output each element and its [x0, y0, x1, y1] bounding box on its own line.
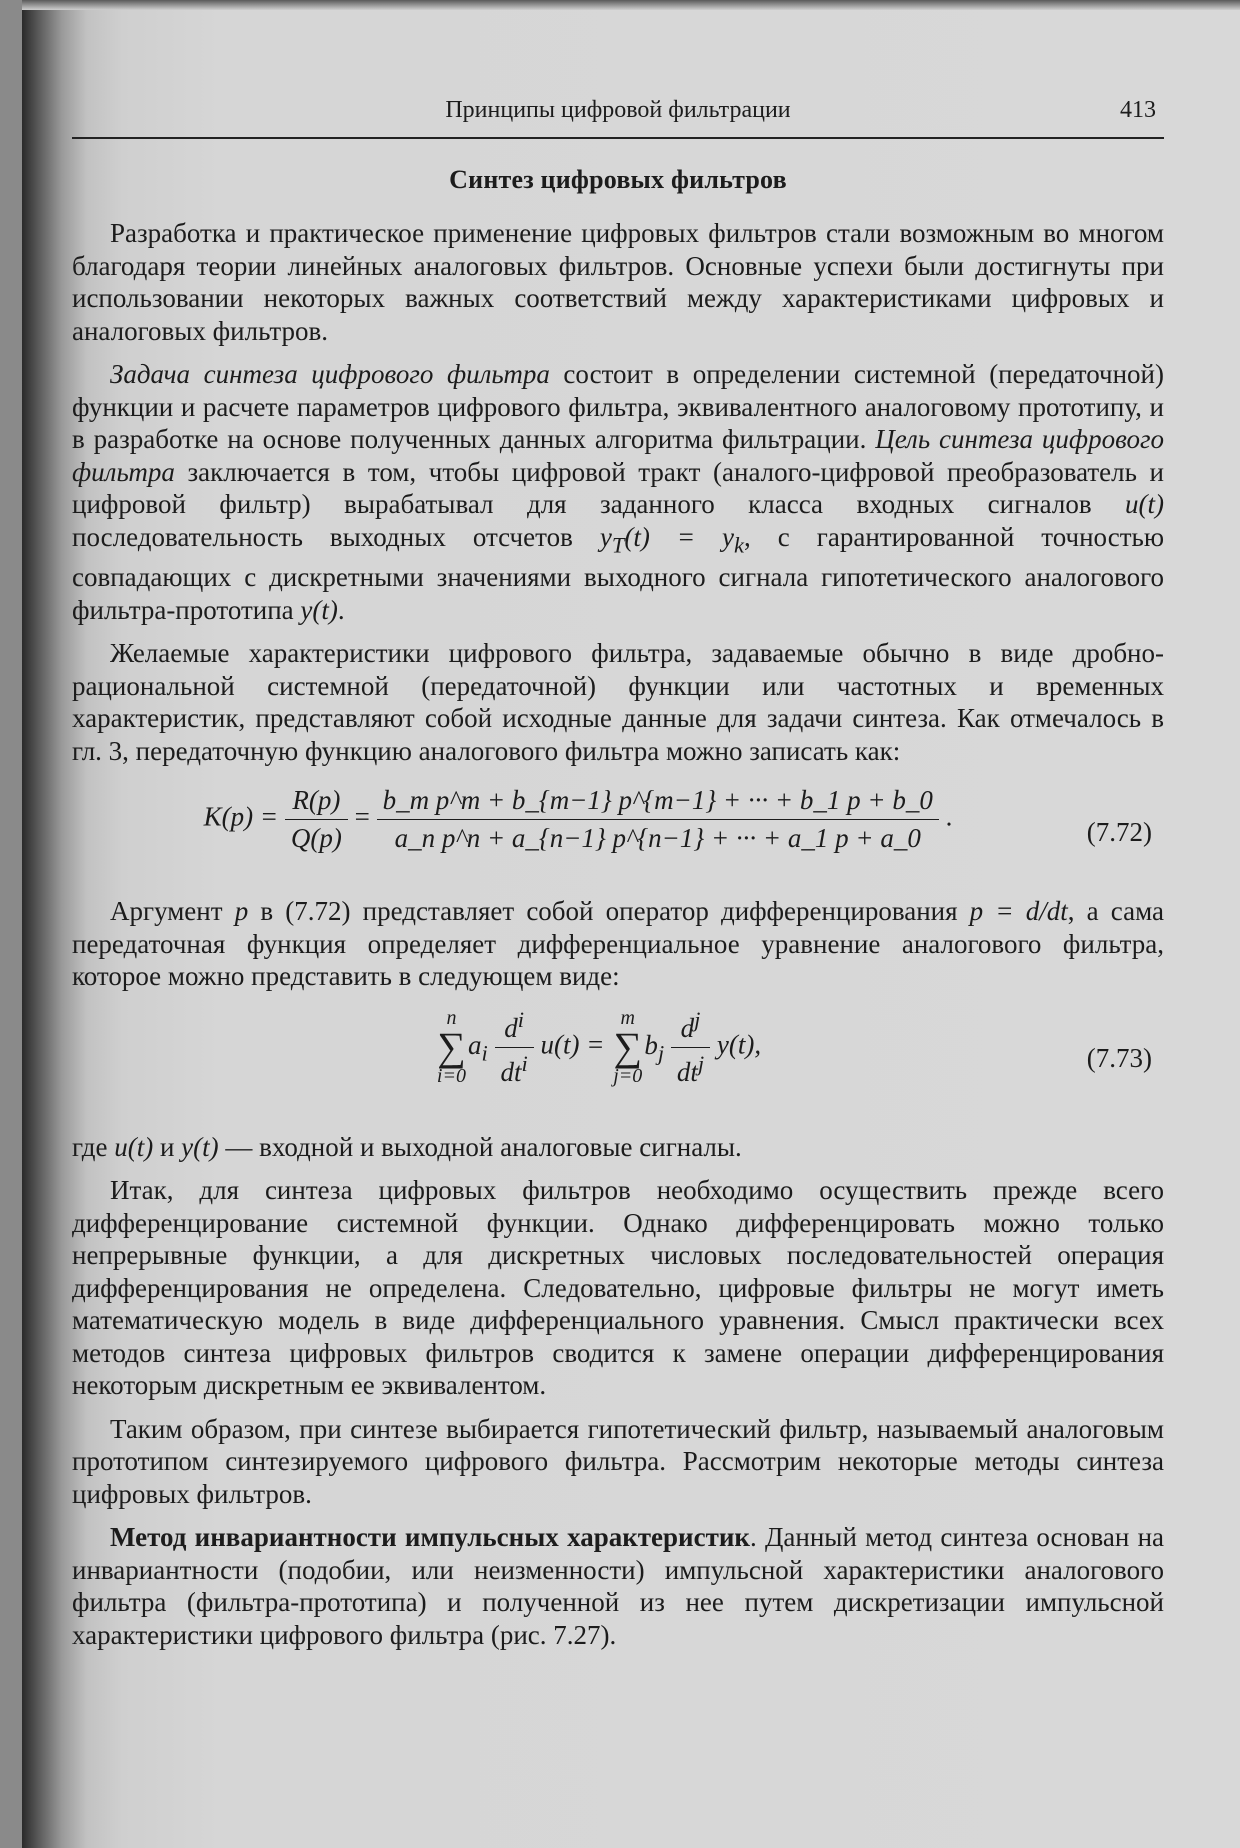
equation-label-7-72: (7.72) [1086, 817, 1152, 848]
page-number: 413 [1120, 97, 1156, 123]
sum-symbol-i: n ∑ i=0 [436, 1007, 466, 1088]
math-ut: u(t) [1125, 489, 1164, 519]
book-page [22, 0, 1240, 1848]
paragraph-argument: Аргумент p в (7.72) представляет собой оператор дифференцирования p = d/dt, а сама передаточная функция определяет дифференциальное уравнение аналогового фильтра, которое можно представить в следующем виде: [72, 896, 1164, 992]
equation-7-73-body: n ∑ i=0 $a_i$ $\frac{d^i}{dt^i}$ u(t) = m ∑ j=0 $b_j$ $\frac{d^j}{dt^j}$ y(t), [436, 1006, 762, 1088]
math-yt: y(t) [300, 594, 338, 625]
method-title: Метод инвариантности импульсных характеристик [110, 1522, 750, 1553]
page-top-shadow [22, 0, 1240, 10]
paragraph-signals: где u(t) и y(t) — входной и выходной аналоговые сигналы. [72, 1131, 742, 1162]
page-content [72, 95, 1164, 1651]
equation-7-72 [72, 781, 1164, 883]
running-head [72, 95, 1164, 139]
paragraph-prototype: Таким образом, при синтезе выбирается гипотетический фильтр, называемый аналоговым прототипом синтезируемого цифрового фильтра. Рассмотрим некоторые методы синтеза цифровых фильтров. [72, 1413, 1164, 1509]
math-yT: $y_T(t) = y_k$ [599, 521, 745, 557]
term-synthesis-task: Задача синтеза цифрового фильтра [110, 359, 550, 389]
paragraph-characteristics: Желаемые характеристики цифрового фильтра, задаваемые обычно в виде дробно-рациональной системной (передаточной) функции или частотных и временных характеристик, представляют собой исходные данные для задачи синтеза. Как отмечалось в гл. 3, передаточную функцию аналогового фильтра можно записать как: [72, 638, 1164, 766]
equation-7-73 [72, 1007, 1164, 1119]
fraction-polynomials: $\frac{\text{b\_m p\textasciicircum{}m + b\_\{m−1\} p\textasciicircum{}\{m−1\} + ··· + b\_1 p + b\_0}}{\text{a\_n p\textasciicircum{}n + a\_\{n−1\} p\textasciicircum{}\{n−1\} + ··· + a\_1 p + a\_0}}$ [377, 785, 939, 854]
term-synthesis-goal: Цель синтеза цифрового фильтра [72, 424, 1164, 487]
equation-7-72-body: K(p) = $\frac{R(p)}{Q(p)}$ = $\frac{\text{b\_m p\textasciicircum{}m + b\_\{m−1\} p\textasciicircum{}\{m−1\} + ··· + b\_1 p + b\_0}}{\text{a\_n p\textasciicircum{}n + a\_\{n−1\} p\textasciicircum{}\{n−1\} + ··· + a\_1 p + a\_0}}$ . [203, 785, 953, 854]
paragraph-task: Задача синтеза цифрового фильтра состоит в определении системной (передаточной) функции и расчете параметров цифрового фильтра, эквивалентного аналоговому прототипу, и в разработке на основе полученных данных алгоритма фильтрации. Цель синтеза цифрового фильтра заключается в том, чтобы цифровой тракт (аналого-цифровой преобразователь и цифровой фильтр) вырабатывал для заданного класса входных сигналов u(t) последовательность выходных отсчетов $y_T(t) = y_k$, с гарантированной точностью совпадающих с дискретными значениями выходного сигнала гипотетического аналогового фильтра-прототипа y(t). [72, 359, 1164, 625]
paragraph-impulse-invariance: Метод инвариантности импульсных характеристик. Данный метод синтеза основан на инвариантности (подобии, или неизменности) импульсной характеристики аналогового фильтра (фильтра-прототипа) и полученной из нее путем дискретизации импульсной характеристики цифрового фильтра (рис. 7.27). [72, 1522, 1164, 1650]
derivative-i: $\frac{d^i}{dt^i}$ [495, 1007, 534, 1088]
section-title: Синтез цифровых фильтров [449, 165, 787, 194]
paragraph-intro: Разработка и практическое применение цифровых фильтров стали возможным во многом благодаря теории линейных аналоговых фильтров. Основные успехи были достигнуты при использовании некоторых важных соответствий между характеристиками цифровых и аналоговых фильтров. [72, 218, 1164, 346]
derivative-j: $\frac{d^j}{dt^j}$ [671, 1007, 710, 1088]
paragraph-differentiation: Итак, для синтеза цифровых фильтров необходимо осуществить прежде всего дифференцирование системной функции. Однако дифференцировать можно только непрерывные функции, а для дискретных числовых последовательностей операция дифференцирования не определена. Следовательно, цифровые фильтры не могут иметь математическую модель в виде дифференциального уравнения. Смысл практически всех методов синтеза цифровых фильтров сводится к замене операции дифференцирования некоторым дискретным ее эквивалентом. [72, 1175, 1164, 1401]
fraction-rq: $\frac{R(p)}{Q(p)}$ [285, 785, 348, 854]
sum-symbol-j: m ∑ j=0 [613, 1007, 643, 1088]
running-title: Принципы цифровой фильтрации [445, 97, 791, 123]
equation-label-7-73: (7.73) [1086, 1042, 1152, 1073]
